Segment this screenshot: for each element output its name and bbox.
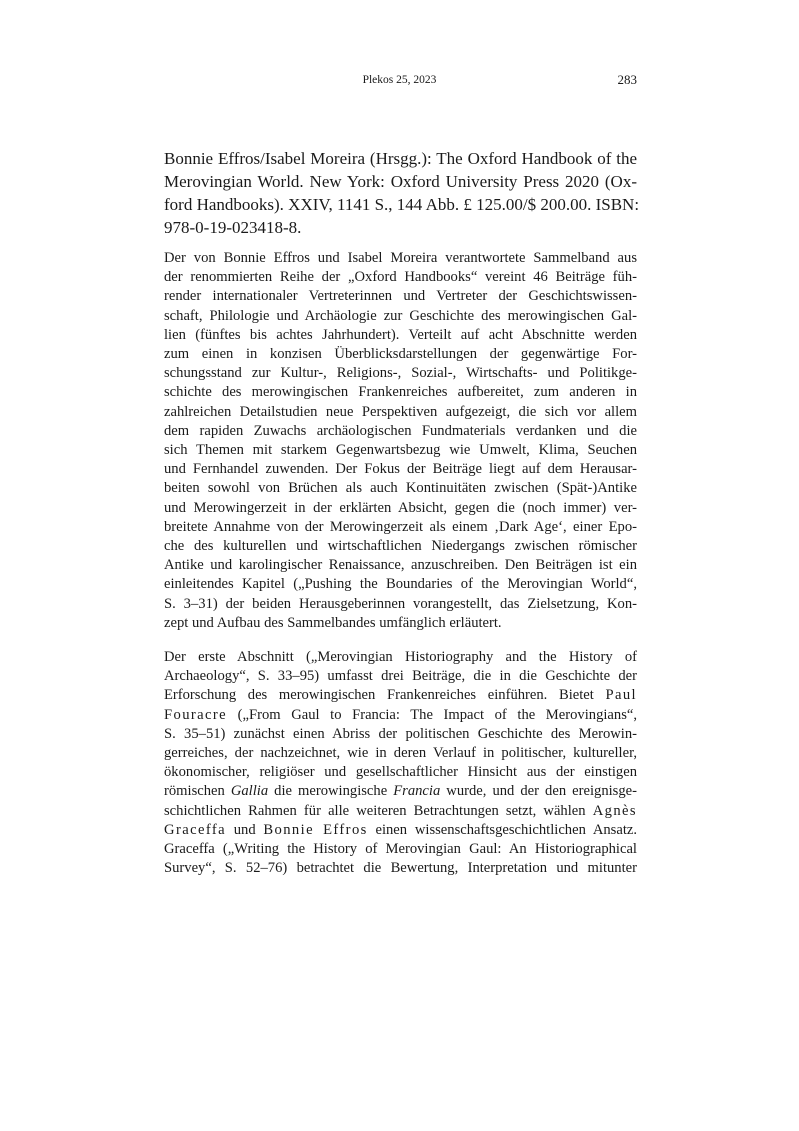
text-line: und Merowingerzeit in der erklärten Absicht, gegen die (noch immer) ver- [164, 499, 637, 516]
author-name: Fouracre [164, 706, 228, 723]
text-segment: Survey“, S. 52–76) betrachtet die Bewertung, Interpretation und mitunter [164, 860, 637, 877]
italic-term: Gallia [230, 783, 269, 800]
text-segment: Graceffa („Writing the History of Merovingian Gaul: An Historiographical [164, 841, 637, 858]
text-line [164, 686, 637, 705]
text-line [164, 821, 637, 840]
paragraph-1 [164, 249, 637, 633]
text-segment: wurde, und der den ereignisge- [440, 783, 637, 800]
author-name: Graceffa [164, 821, 226, 838]
text-line: schaft, Philologie und Archäologie zur Geschichte des merowingischen Gal- [164, 307, 637, 324]
author-name: Bonnie Effros [263, 821, 368, 838]
text-line [164, 802, 637, 821]
text-line: Der von Bonnie Effros und Isabel Moreira verantwortete Sammelband aus [164, 250, 637, 266]
text-segment: gerreiches, der nachzeichnet, wie in deren Verlauf in politischer, kultureller, [164, 745, 637, 762]
text-line: S. 3–31) der beiden Herausgeberinnen vorangestellt, das Zielsetzung, Kon- [164, 595, 637, 612]
text-segment: schichtlichen Rahmen für alle weiteren Betrachtungen setzt, wählen [164, 802, 593, 819]
text-line: sich Themen mit starkem Gegenwartsbezug wie Umwelt, Klima, Seuchen [164, 442, 637, 459]
text-line: 978-0-19-023418-8. [164, 218, 302, 237]
text-line [164, 763, 637, 782]
text-line: che des kulturellen und wirtschaftlichen Niedergangs zwischen römischer [164, 538, 637, 555]
italic-term: Francia [393, 783, 441, 800]
text-line: zept und Aufbau des Sammelbandes umfänglich erläutert. [164, 614, 502, 631]
text-line: dem rapiden Zuwachs archäologischen Fundmaterials verdanken und die [164, 422, 637, 439]
text-line: schungsstand zur Kultur-, Religions-, Sozial-, Wirtschafts- und Politikge- [164, 365, 637, 382]
text-line [164, 744, 637, 763]
text-segment: Der erste Abschnitt („Merovingian Historiography and the History of [164, 649, 637, 665]
text-line [164, 782, 637, 801]
text-segment: ökonomischer, religiöser und gesellschaftlicher Hinsicht aus der einstigen [164, 764, 637, 781]
author-name: Agnès [592, 802, 637, 819]
text-line [164, 840, 637, 859]
text-line: schichte des merowingischen Frankenreiches aufbereitet, zum anderen in [164, 384, 637, 401]
text-segment: einen wissenschaftsgeschichtlichen Ansatz. [367, 821, 637, 838]
text-line: lien (fünftes bis achtes Jahrhundert). Verteilt auf acht Abschnitte werden [164, 326, 637, 343]
text-line: zum einen in konzisen Überblicksdarstellungen der gegenwärtige For- [164, 346, 637, 363]
text-segment: („From Gaul to Francia: The Impact of the Merovingians“, [227, 706, 637, 723]
author-name: Paul [605, 687, 637, 704]
text-line: und Fernhandel zuwenden. Der Fokus der Beiträge liegt auf dem Herausar- [164, 461, 637, 478]
text-segment: S. 35–51) zunächst einen Abriss der politischen Geschichte des Merowin- [164, 725, 637, 742]
text-segment: römischen [164, 783, 231, 800]
text-line [164, 667, 637, 686]
text-line [164, 725, 637, 744]
text-line [164, 648, 637, 667]
text-segment: Erforschung des merowingischen Frankenreiches einführen. Bietet [164, 687, 606, 704]
text-line [164, 706, 637, 725]
page-number: 283 [617, 72, 637, 87]
text-line: zahlreichen Detailstudien neue Perspektiven aufgezeigt, die sich vor allem [164, 403, 637, 420]
text-line: ford Handbooks). XXIV, 1141 S., 144 Abb. £ 125.00/$ 200.00. ISBN: [164, 195, 640, 214]
text-segment: und [225, 821, 264, 838]
text-line: breitete Annahme von der Merowingerzeit als einem ‚Dark Age‘, einer Epo- [164, 518, 637, 535]
text-segment: die merowingische [268, 783, 394, 800]
text-line [164, 859, 637, 878]
text-line: Antike und karolingischer Renaissance, anzuschreiben. Den Beiträgen ist ein [164, 557, 637, 574]
running-head: Plekos 25, 2023 [362, 74, 437, 86]
text-line: beiten sowohl von Brüchen als auch Kontinuitäten zwischen (Spät-)Antike [164, 480, 637, 497]
text-line: render internationaler Vertreterinnen und Vertreter der Geschichtswissen- [164, 288, 637, 305]
text-line: der renommierten Reihe der „Oxford Handbooks“ vereint 46 Beiträge füh- [164, 269, 637, 286]
text-line: Bonnie Effros/Isabel Moreira (Hrsgg.): The Oxford Handbook of the [164, 149, 637, 168]
text-line: Merovingian World. New York: Oxford University Press 2020 (Ox- [164, 172, 637, 191]
text-line: einleitendes Kapitel („Pushing the Boundaries of the Merovingian World“, [164, 576, 637, 593]
paragraph-2 [164, 648, 637, 878]
text-segment: Archaeology“, S. 33–95) umfasst drei Beiträge, die in die Geschichte der [164, 668, 637, 685]
review-title [164, 147, 640, 239]
